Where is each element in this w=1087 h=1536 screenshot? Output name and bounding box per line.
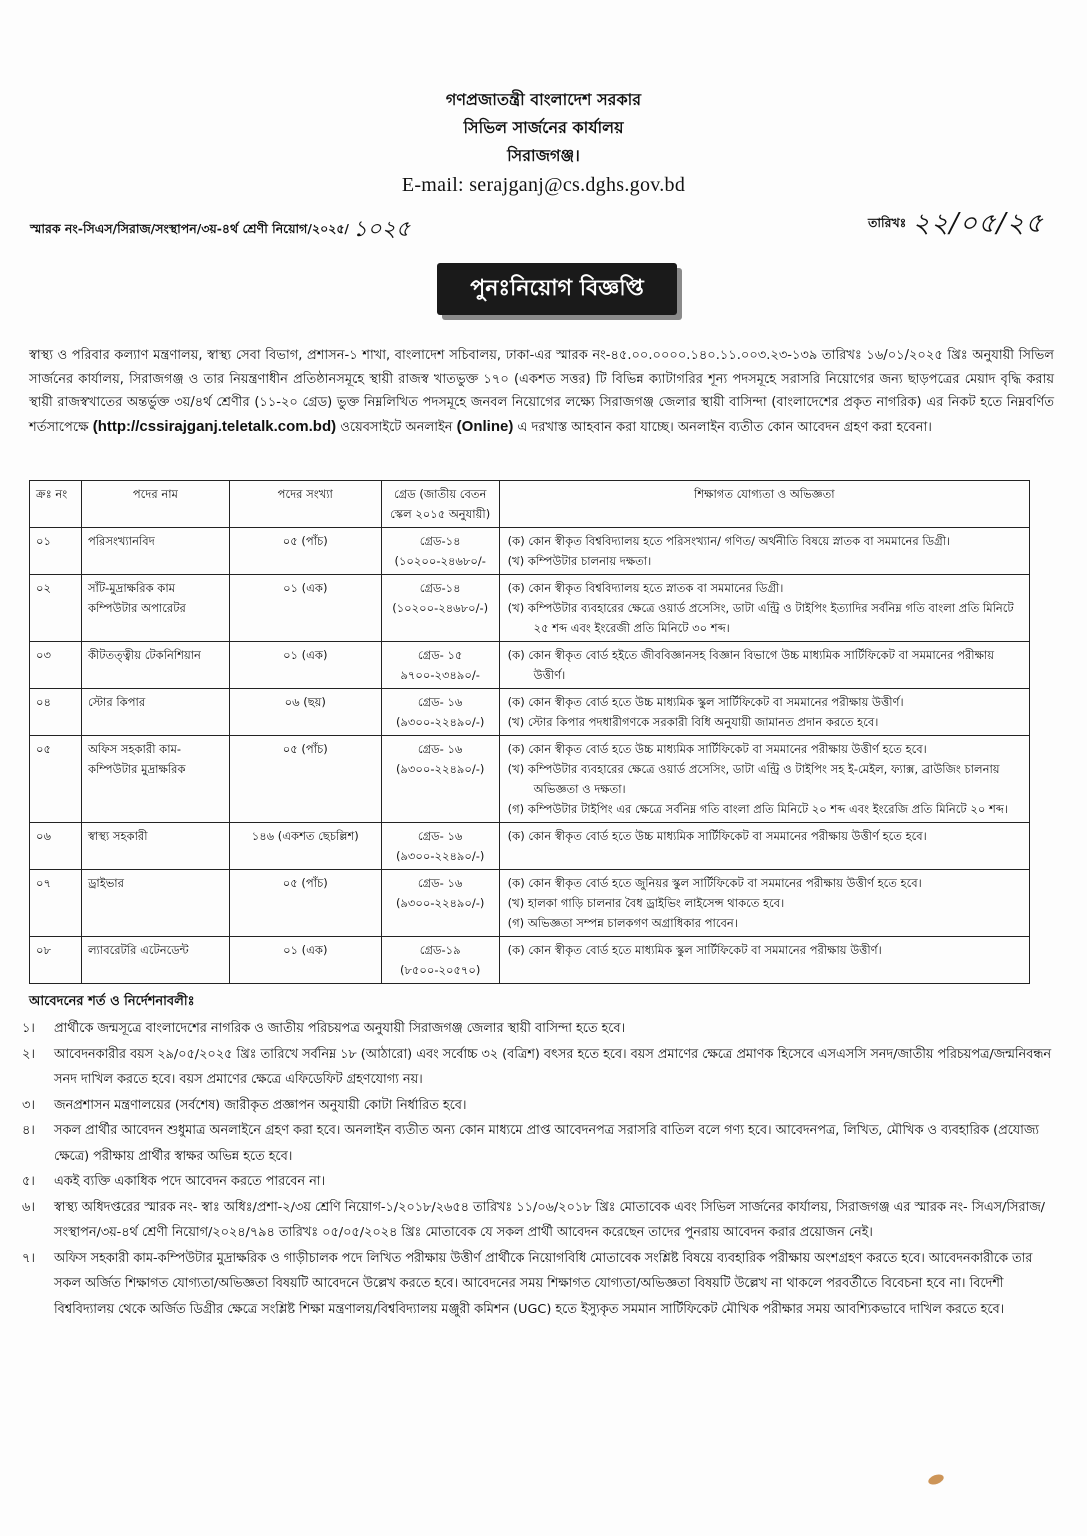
ink-smudge	[927, 1473, 945, 1487]
qualification-item: (গ) কম্পিউটার টাইপিং এর ক্ষেত্রে সর্বনিম্ন গতি বাংলা প্রতি মিনিটে ২০ শব্দ এবং ইংরেজি প্রতি মিনিটে ২০ শব্দ।	[507, 802, 1008, 816]
row-pay-scale: (৯৩০০-২২৪৯০/-)	[395, 715, 485, 729]
row-post-name: স্টোর কিপার	[81, 689, 229, 736]
row-grade-level: গ্রেড- ১৬	[417, 829, 463, 843]
condition-number: ২।	[22, 1046, 35, 1062]
condition-text: একই ব্যক্তি একাধিক পদে আবেদন করতে পারবেন না।	[54, 1174, 326, 1189]
row-post-count: ০৫ (পাঁচ)	[229, 736, 381, 823]
memo-date	[868, 203, 1044, 248]
col-header-post: পদের নাম	[81, 481, 229, 528]
date-label: তারিখঃ	[868, 215, 907, 230]
row-post-name: কীটতত্ত্বীয় টেকনিশিয়ান	[81, 642, 229, 689]
row-pay-scale: (৮৫০০-২০৫৭০)	[399, 963, 481, 977]
row-qualification	[499, 642, 1029, 689]
row-serial: ০৮	[30, 937, 82, 984]
notice-title: পুনঃনিয়োগ বিজ্ঞপ্তি	[470, 275, 644, 301]
qualification-item: (খ) কম্পিউটার চালনায় দক্ষতা।	[507, 554, 652, 568]
condition-number: ৫।	[22, 1174, 35, 1189]
row-grade-level: গ্রেড- ১৬	[417, 695, 463, 709]
condition-number: ৩।	[22, 1097, 35, 1113]
table-row	[30, 575, 1030, 642]
row-pay-scale: (৯৩০০-২২৪৯০/-)	[395, 849, 485, 863]
row-pay-scale: (৯৩০০-২২৪৯০/-)	[395, 762, 485, 776]
table-row	[30, 937, 1030, 984]
col-header-sl: ক্রঃ নং	[30, 481, 82, 528]
condition-item	[22, 1093, 1062, 1119]
qualification-item: (গ) অভিজ্ঞতা সম্পন্ন চালকগণ অগ্রাধিকার পাবেন।	[507, 916, 738, 930]
row-post-name: ল্যাবরেটরি এটেনডেন্ট	[81, 937, 229, 984]
letterhead	[0, 86, 1087, 200]
qualification-item: (ক) কোন স্বীকৃত বোর্ড হতে উচ্চ মাধ্যমিক স্কুল সার্টিফিকেট বা সমমানের পরীক্ষায় উত্তীর্ণ।	[507, 695, 904, 709]
table-body	[30, 528, 1030, 984]
col-header-count: পদের সংখ্যা	[229, 481, 381, 528]
row-pay-scale: ৯৭০০-২৩৪৯০/-	[400, 668, 480, 682]
memo-label: স্মারক নং-সিএস/সিরাজ/সংস্থাপন/৩য়-৪র্থ শ্রেণী নিয়োগ/২০২৫/	[30, 221, 349, 236]
qualification-item: (ক) কোন স্বীকৃত বোর্ড হতে জুনিয়র স্কুল সার্টিফিকেট বা সমমানের পরীক্ষায় উত্তীর্ণ হতে হবে।	[507, 876, 922, 890]
table-row	[30, 870, 1030, 937]
row-post-count: ০৫ (পাঁচ)	[229, 870, 381, 937]
application-url: (http://cssirajganj.teletalk.com.bd)	[92, 417, 337, 435]
condition-text: প্রার্থীকে জন্মসূত্রে বাংলাদেশের নাগরিক ও জাতীয় পরিচয়পত্র অনুযায়ী সিরাজগঞ্জ জেলার স্থায়ী বাসিন্দা হতে হবে।	[54, 1021, 626, 1036]
condition-item	[22, 1195, 1062, 1246]
row-post-name: স্বাস্থ্য সহকারী	[81, 823, 229, 870]
condition-item	[22, 1042, 1062, 1093]
vacancy-table	[29, 480, 1030, 984]
qualification-item: (ক) কোন স্বীকৃত বিশ্ববিদ্যালয় হতে স্নাতক বা সমমানের ডিগ্রী।	[507, 581, 784, 595]
row-post-count: ০৬ (ছয়)	[229, 689, 381, 736]
intro-text: স্বাস্থ্য ও পরিবার কল্যাণ মন্ত্রণালয়, স্বাস্থ্য সেবা বিভাগ, প্রশাসন-১ শাখা, বাংলাদেশ সচিবালয়, ঢাকা-এর স্মারক নং-৪৫.০০.০০০০.১৪০.১১.০০৩.২৩-১৩৯ তারিখঃ ১৬/০১/২০২৫ খ্রিঃ অনুযায়ী সিভিল সার্জনের কার্যালয়, সিরাজগঞ্জ ও তার নিয়ন্ত্রণাধীন প্রতিষ্ঠানসমূহে স্থায়ী রাজস্ব খাতভুক্ত ১৭০ (একশত সত্তর) টি বিভিন্ন ক্যাটাগরির শূন্য পদসমূহে সরাসরি নিয়োগের জন্য ছাড়পত্রের মেয়াদ বৃদ্ধি করায় স্থায়ী রাজস্বখাতের অন্তর্ভুক্ত ৩য়/৪র্থ শ্রেণীর (১১-২০ গ্রেড) ভুক্ত নিম্নলিখিত পদসমূহে জনবল নিয়োগের লক্ষ্যে সিরাজগঞ্জ জেলার স্থায়ী বাসিন্দা (বাংলাদেশের প্রকৃত নাগরিক) এর নিকট হতে নিম্নবর্ণিত শর্তসাপেক্ষে	[29, 348, 1054, 435]
row-serial: ০৫	[30, 736, 82, 823]
row-post-count: ০১ (এক)	[229, 937, 381, 984]
row-post-name: ড্রাইভার	[81, 870, 229, 937]
qualification-item: (খ) হালকা গাড়ি চালনার বৈধ ড্রাইভিং লাইসেন্স থাকতে হবে।	[507, 896, 785, 910]
condition-text: স্বাস্থ্য অধিদপ্তরের স্মারক নং- স্বাঃ অধিঃ/প্রশা-২/৩য় শ্রেণি নিয়োগ-১/২০১৮/২৬৫৪ তারিখঃ ১১/০৬/২০১৮ খ্রিঃ মোতাবেক এবং সিভিল সার্জনের কার্যালয়, সিরাজগঞ্জ এর স্মারক নং- সিএস/সিরাজ/সংস্থাপন/৩য়-৪র্থ শ্রেণী নিয়োগ/২০২৪/৭৯৪ তারিখঃ ০৫/০৫/২০২৪ খ্রিঃ মোতাবেক যে সকল প্রার্থী আবেদন করেছেন তাদের পুনরায় আবেদন করার প্রয়োজন নেই।	[54, 1199, 1045, 1240]
row-grade	[381, 689, 499, 736]
date-handwritten-value: ২২/০৫/২৫	[912, 208, 1044, 239]
table-row	[30, 823, 1030, 870]
row-post-name: পরিসংখ্যানবিদ	[81, 528, 229, 575]
row-grade-level: গ্রেড-১৪	[419, 534, 461, 548]
office-name: সিভিল সার্জনের কার্যালয়	[463, 118, 624, 137]
notice-title-banner	[437, 263, 677, 315]
office-email: E-mail: serajganj@cs.dghs.gov.bd	[401, 174, 686, 196]
intro-paragraph	[29, 344, 1054, 439]
row-post-name: সাঁট-মুদ্রাক্ষরিক কাম কম্পিউটার অপারেটর	[81, 575, 229, 642]
row-pay-scale: (৯৩০০-২২৪৯০/-)	[395, 896, 485, 910]
condition-item	[22, 1016, 1062, 1042]
row-serial: ০৭	[30, 870, 82, 937]
row-grade	[381, 528, 499, 575]
row-post-name: অফিস সহকারী কাম-কম্পিউটার মুদ্রাক্ষরিক	[81, 736, 229, 823]
office-location: সিরাজগঞ্জ।	[507, 146, 580, 165]
row-grade	[381, 823, 499, 870]
qualification-item: (ক) কোন স্বীকৃত বোর্ড হতে মাধ্যমিক স্কুল সার্টিফিকেট বা সমমানের পরীক্ষায় উত্তীর্ণ।	[507, 943, 882, 957]
row-grade	[381, 575, 499, 642]
qualification-item: (ক) কোন স্বীকৃত বিশ্ববিদ্যালয় হতে পরিসংখ্যান/ গণিত/ অর্থনীতি বিষয়ে স্নাতক বা সমমানের ডিগ্রী।	[507, 534, 951, 548]
row-post-count: ০১ (এক)	[229, 642, 381, 689]
condition-number: ৬।	[22, 1199, 35, 1215]
qualification-item: (ক) কোন স্বীকৃত বোর্ড হতে উচ্চ মাধ্যমিক সার্টিফিকেট বা সমমানের পরীক্ষায় উত্তীর্ণ হতে হবে।	[507, 829, 927, 843]
row-grade-level: গ্রেড- ১৫	[417, 648, 463, 662]
row-grade-level: গ্রেড-১৯	[419, 943, 461, 957]
row-qualification	[499, 736, 1029, 823]
table-row	[30, 528, 1030, 575]
row-grade-level: গ্রেড- ১৬	[417, 742, 463, 756]
condition-item	[22, 1246, 1062, 1323]
row-grade-level: গ্রেড-১৪	[419, 581, 461, 595]
condition-text: সকল প্রার্থীর আবেদন শুধুমাত্র অনলাইনে গ্রহণ করা হবে। অনলাইন ব্যতীত অন্য কোন মাধ্যমে প্রাপ্ত আবেদনপত্র সরাসরি বাতিল বলে গণ্য হবে। আবেদনপত্র, লিখিত, মৌখিক ও ব্যবহারিক (প্রযোজ্য ক্ষেত্রে) পরীক্ষায় প্রার্থীর স্বাক্ষর অভিন্ন হতে হবে।	[54, 1123, 1040, 1164]
row-serial: ০৪	[30, 689, 82, 736]
row-serial: ০১	[30, 528, 82, 575]
row-qualification	[499, 575, 1029, 642]
row-grade-level: গ্রেড- ১৬	[417, 876, 463, 890]
row-serial: ০৩	[30, 642, 82, 689]
condition-text: আবেদনকারীর বয়স ২৯/০৫/২০২৫ খ্রিঃ তারিখে সর্বনিম্ন ১৮ (আঠারো) এবং সর্বোচ্চ ৩২ (বত্রিশ) বৎসর হতে হবে। বয়স প্রমাণের ক্ষেত্রে প্রমাণক হিসেবে এসএসসি সনদ/জাতীয় পরিচয়পত্র/জন্মনিবন্ধন সনদ দাখিল করতে হবে। বয়স প্রমাণের ক্ষেত্রে এফিডেফিট গ্রহণযোগ্য নয়।	[54, 1046, 1052, 1087]
condition-text: জনপ্রশাসন মন্ত্রণালয়ের (সর্বশেষ) জারীকৃত প্রজ্ঞাপন অনুযায়ী কোটা নির্ধারিত হবে।	[54, 1097, 467, 1113]
condition-item	[22, 1169, 1062, 1195]
row-serial: ০৬	[30, 823, 82, 870]
row-grade	[381, 642, 499, 689]
row-qualification	[499, 689, 1029, 736]
row-pay-scale: (১০২০০-২৪৬৮০/-)	[392, 601, 489, 615]
row-post-count: ০১ (এক)	[229, 575, 381, 642]
row-pay-scale: (১০২০০-২৪৬৮০/-	[394, 554, 486, 568]
conditions-title: আবেদনের শর্ত ও নির্দেশনাবলীঃ	[29, 994, 195, 1009]
table-row	[30, 736, 1030, 823]
row-qualification	[499, 528, 1029, 575]
table-row	[30, 642, 1030, 689]
row-grade	[381, 870, 499, 937]
online-label: (Online)	[456, 417, 514, 435]
row-qualification	[499, 870, 1029, 937]
row-grade	[381, 937, 499, 984]
row-post-count: ০৫ (পাঁচ)	[229, 528, 381, 575]
intro-text-mid: ওয়েবসাইটে অনলাইন	[340, 419, 453, 435]
memo-number	[30, 212, 410, 249]
qualification-item: (খ) কম্পিউটার ব্যবহারের ক্ষেত্রে ওয়ার্ড প্রসেসিং, ডাটা এন্ট্রি ও টাইপিং ইত্যাদির সর্বনিম্ন গতি বাংলা প্রতি মিনিটে ২৫ শব্দ এবং ইংরেজী প্রতি মিনিটে ৩০ শব্দ।	[507, 601, 1014, 635]
qualification-item: (ক) কোন স্বীকৃত বোর্ড হইতে জীববিজ্ঞানসহ বিজ্ঞান বিভাগে উচ্চ মাধ্যমিক সার্টিফিকেট বা সমমানের পরীক্ষায় উত্তীর্ণ।	[507, 648, 994, 682]
condition-text: অফিস সহকারী কাম-কম্পিউটার মুদ্রাক্ষরিক ও গাড়ীচালক পদে লিখিত পরীক্ষায় উত্তীর্ণ প্রার্থীকে নিয়োগবিধি মোতাবেক সংশ্লিষ্ট বিষয়ে ব্যবহারিক পরীক্ষায় অংশগ্রহণ করতে হবে। আবেদনকারীকে তার সকল অর্জিত শিক্ষাগত যোগ্যতা/অভিজ্ঞতা বিষয়টি আবেদনে উল্লেখ করতে হবে। আবেদনের সময় শিক্ষাগত যোগ্যতা/অভিজ্ঞতা বিষয়টি উল্লেখ না থাকলে পরবর্তীতে বিবেচনা হবে না। বিদেশী বিশ্ববিদ্যালয় থেকে অর্জিত ডিগ্রীর ক্ষেত্রে সংশ্লিষ্ট শিক্ষা মন্ত্রণালয়/বিশ্ববিদ্যালয় মঞ্জুরী কমিশন (UGC) হতে ইস্যুকৃত সমমান সার্টিফিকেট মৌখিক পরীক্ষার সময় আবশ্যিকভাবে দাখিল করতে হবে।	[54, 1250, 1033, 1317]
qualification-item: (খ) কম্পিউটার ব্যবহারের ক্ষেত্রে ওয়ার্ড প্রসেসিং, ডাটা এন্ট্রি ও টাইপিং সহ ই-মেইল, ফ্যাক্স, ব্রাউজিং চালনায় অভিজ্ঞতা ও দক্ষতা।	[507, 762, 1000, 796]
col-header-grade: গ্রেড (জাতীয় বেতন স্কেল ২০১৫ অনুযায়ী)	[381, 481, 499, 528]
conditions-list	[22, 1016, 1062, 1322]
govt-name: গণপ্রজাতন্ত্রী বাংলাদেশ সরকার	[445, 90, 642, 109]
intro-text-end: এ দরখাস্ত আহবান করা যাচ্ছে। অনলাইন ব্যতীত কোন আবেদন গ্রহণ করা হবেনা।	[517, 419, 932, 435]
row-qualification	[499, 937, 1029, 984]
col-header-qualification: শিক্ষাগত যোগ্যতা ও অভিজ্ঞতা	[499, 481, 1029, 528]
qualification-item: (খ) স্টোর কিপার পদধারীগণকে সরকারী বিধি অনুযায়ী জামানত প্রদান করতে হবে।	[507, 715, 879, 729]
row-grade	[381, 736, 499, 823]
row-serial: ০২	[30, 575, 82, 642]
condition-number: ৪।	[22, 1123, 35, 1138]
table-header-row	[30, 481, 1030, 528]
row-post-count: ১৪৬ (একশত ছেচল্লিশ)	[229, 823, 381, 870]
qualification-item: (ক) কোন স্বীকৃত বোর্ড হতে উচ্চ মাধ্যমিক সার্টিফিকেট বা সমমানের পরীক্ষায় উত্তীর্ণ হতে হবে।	[507, 742, 927, 756]
condition-number: ১।	[22, 1021, 35, 1036]
memo-handwritten-number: ১০২৫	[353, 217, 411, 242]
condition-item	[22, 1118, 1062, 1169]
condition-number: ৭।	[22, 1250, 35, 1266]
row-qualification	[499, 823, 1029, 870]
table-row	[30, 689, 1030, 736]
